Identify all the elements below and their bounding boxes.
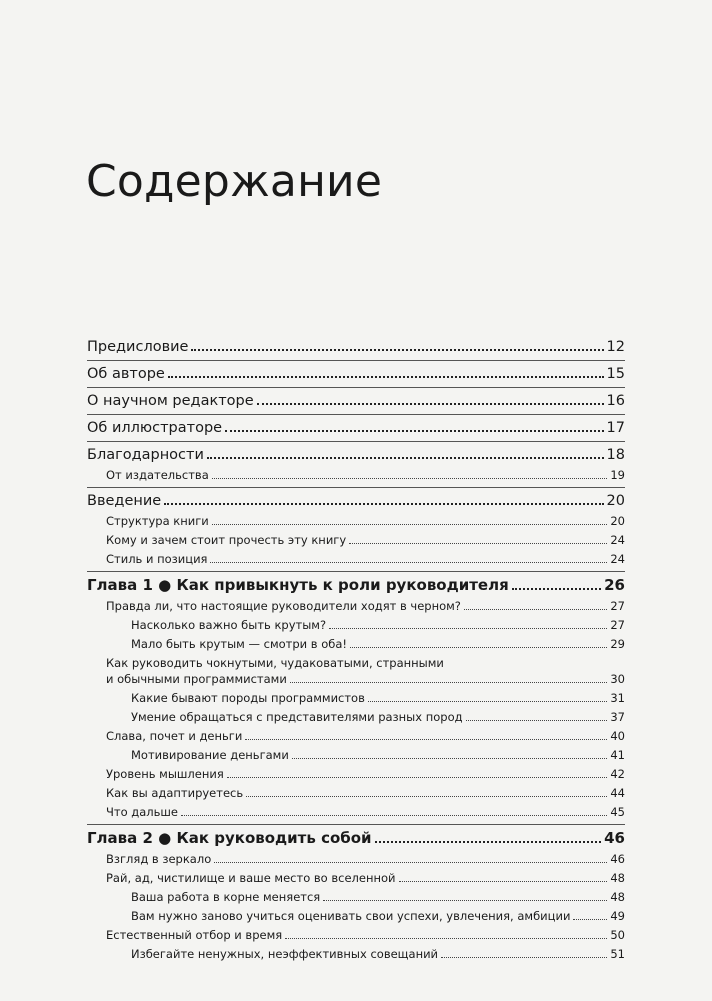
dot-leader — [191, 349, 603, 351]
toc-entry-chapter-1[interactable] — [87, 576, 625, 595]
toc-entry-predislovie[interactable] — [87, 338, 625, 356]
toc-entry-adapt[interactable] — [87, 785, 625, 801]
toc-page-number: 27 — [610, 618, 625, 632]
toc-entry-label: Взгляд в зеркало — [106, 852, 212, 866]
toc-entry-izbegayte[interactable] — [87, 946, 625, 962]
toc-page-number: 17 — [606, 420, 625, 436]
toc-entry-label: Введение — [87, 493, 162, 509]
toc-entry-label: Об авторе — [87, 366, 165, 382]
toc-page-number: 20 — [610, 514, 625, 528]
dot-leader — [207, 457, 604, 459]
dot-leader — [464, 609, 607, 610]
toc-entry-label: Вам нужно заново учиться оценивать свои успехи, увлечения, амбиции — [131, 909, 571, 923]
toc-page-number: 50 — [610, 928, 625, 942]
divider — [87, 824, 625, 825]
dot-leader — [290, 682, 608, 683]
toc-page-number: 24 — [610, 533, 625, 547]
toc-entry-label: Ваша работа в корне меняется — [131, 890, 321, 904]
toc-entry-label: Избегайте ненужных, неэффективных совещаний — [131, 947, 439, 961]
toc-entry-label: Правда ли, что настоящие руководители ходят в черном? — [106, 599, 461, 613]
toc-entry-nuzhno[interactable] — [87, 908, 625, 924]
dot-leader — [245, 739, 607, 740]
toc-entry-blagodarnosti[interactable] — [87, 446, 625, 464]
toc-entry-label: Структура книги — [106, 514, 209, 528]
toc-entry-naskolko[interactable] — [87, 617, 625, 633]
dot-leader — [227, 777, 608, 778]
toc-entry-ot-izdatelstva[interactable] — [87, 467, 625, 483]
toc-entry-label: Умение обращаться с представителями разных пород — [131, 710, 463, 724]
toc-entry-nauchnyi-redaktor[interactable] — [87, 392, 625, 410]
toc-entry-label: О научном редакторе — [87, 393, 254, 409]
dot-leader — [212, 524, 608, 525]
divider — [87, 414, 625, 415]
dot-leader — [573, 919, 607, 920]
dot-leader — [168, 376, 604, 378]
toc-entry-vzglyad[interactable] — [87, 851, 625, 867]
toc-page-number: 20 — [606, 493, 625, 509]
dot-leader — [350, 647, 607, 648]
toc-entry-uroven[interactable] — [87, 766, 625, 782]
dot-leader — [212, 478, 608, 479]
toc-entry-slava[interactable] — [87, 728, 625, 744]
toc-entry-label: Естественный отбор и время — [106, 928, 283, 942]
toc-entry-label: Кому и зачем стоит прочесть эту книгу — [106, 533, 347, 547]
toc-page-number: 41 — [610, 748, 625, 762]
toc-page-number: 42 — [610, 767, 625, 781]
toc-page-number: 18 — [606, 447, 625, 463]
toc-entry-rabota[interactable] — [87, 889, 625, 905]
toc-entry-ray[interactable] — [87, 870, 625, 886]
toc-page-number: 40 — [610, 729, 625, 743]
table-of-contents — [87, 338, 625, 962]
toc-entry-label: Глава 2 ● Как руководить собой — [87, 829, 372, 847]
toc-entry-label: и обычными программистами — [106, 672, 287, 686]
divider — [87, 487, 625, 488]
toc-entry-vvedenie[interactable] — [87, 492, 625, 510]
toc-page-number: 15 — [606, 366, 625, 382]
toc-entry-dalshe[interactable] — [87, 804, 625, 820]
toc-entry-label: Стиль и позиция — [106, 552, 208, 566]
toc-entry-kak-line1[interactable]: Как руководить чокнутыми, чудаковатыми, странными — [106, 656, 444, 670]
toc-entry-motivirovanie[interactable] — [87, 747, 625, 763]
dot-leader — [512, 588, 601, 590]
dot-leader — [466, 720, 608, 721]
toc-entry-otbor[interactable] — [87, 927, 625, 943]
toc-entry-label: Какие бывают породы программистов — [131, 691, 365, 705]
toc-entry-ob-avtore[interactable] — [87, 365, 625, 383]
toc-page-number: 46 — [610, 852, 625, 866]
toc-page-number: 16 — [606, 393, 625, 409]
dot-leader — [441, 957, 607, 958]
toc-page-number: 12 — [606, 339, 625, 355]
toc-entry-komu[interactable] — [87, 532, 625, 548]
dot-leader — [214, 862, 607, 863]
toc-page-number: 24 — [610, 552, 625, 566]
dot-leader — [292, 758, 608, 759]
toc-entry-label: От издательства — [106, 468, 209, 482]
toc-entry-label: Уровень мышления — [106, 767, 224, 781]
divider — [87, 387, 625, 388]
toc-page-number: 19 — [610, 468, 625, 482]
toc-entry-label: Об иллюстраторе — [87, 420, 223, 436]
toc-entry-malo[interactable] — [87, 636, 625, 652]
dot-leader — [225, 430, 603, 432]
toc-page-number: 48 — [610, 871, 625, 885]
dot-leader — [329, 628, 607, 629]
toc-entry-label: Как вы адаптируетесь — [106, 786, 244, 800]
dot-leader — [210, 562, 607, 563]
dot-leader — [257, 403, 604, 405]
toc-entry-struktura[interactable] — [87, 513, 625, 529]
dot-leader — [181, 815, 607, 816]
toc-page-number: 27 — [610, 599, 625, 613]
toc-page-number: 46 — [604, 829, 625, 847]
divider — [87, 360, 625, 361]
toc-entry-label: Насколько важно быть крутым? — [131, 618, 327, 632]
toc-entry-label: Мотивирование деньгами — [131, 748, 289, 762]
toc-page-number: 51 — [610, 947, 625, 961]
dot-leader — [368, 701, 607, 702]
toc-entry-label: Мало быть крутым — смотри в оба! — [131, 637, 348, 651]
toc-page-number: 29 — [610, 637, 625, 651]
dot-leader — [246, 796, 607, 797]
toc-entry-pravda[interactable] — [87, 598, 625, 614]
toc-page-number: 31 — [610, 691, 625, 705]
toc-entry-label: Рай, ад, чистилище и ваше место во вселенной — [106, 871, 396, 885]
dot-leader — [323, 900, 607, 901]
toc-entry-chapter-2[interactable] — [87, 829, 625, 848]
toc-entry-stil[interactable] — [87, 551, 625, 567]
dot-leader — [285, 938, 607, 939]
toc-page-number: 30 — [610, 672, 625, 686]
page-title: Содержание — [86, 156, 383, 207]
toc-page-number: 44 — [610, 786, 625, 800]
toc-page-number: 37 — [610, 710, 625, 724]
toc-entry-label: Глава 1 ● Как привыкнуть к роли руководителя — [87, 576, 509, 594]
toc-entry-porody[interactable] — [87, 690, 625, 706]
toc-page-number: 26 — [604, 576, 625, 594]
toc-entry-umenie[interactable] — [87, 709, 625, 725]
toc-entry-label: Слава, почет и деньги — [106, 729, 243, 743]
toc-page-number: 45 — [610, 805, 625, 819]
toc-entry-label: Что дальше — [106, 805, 178, 819]
divider — [87, 571, 625, 572]
toc-page-number: 49 — [610, 909, 625, 923]
toc-entry-label: Благодарности — [87, 447, 204, 463]
toc-entry-label: Предисловие — [87, 339, 189, 355]
dot-leader — [375, 841, 602, 843]
toc-entry-illyustrator[interactable] — [87, 419, 625, 437]
dot-leader — [164, 503, 603, 505]
dot-leader — [349, 543, 607, 544]
toc-entry-kak-rukovodit[interactable] — [87, 671, 625, 687]
toc-page-number: 48 — [610, 890, 625, 904]
divider — [87, 441, 625, 442]
dot-leader — [399, 881, 608, 882]
